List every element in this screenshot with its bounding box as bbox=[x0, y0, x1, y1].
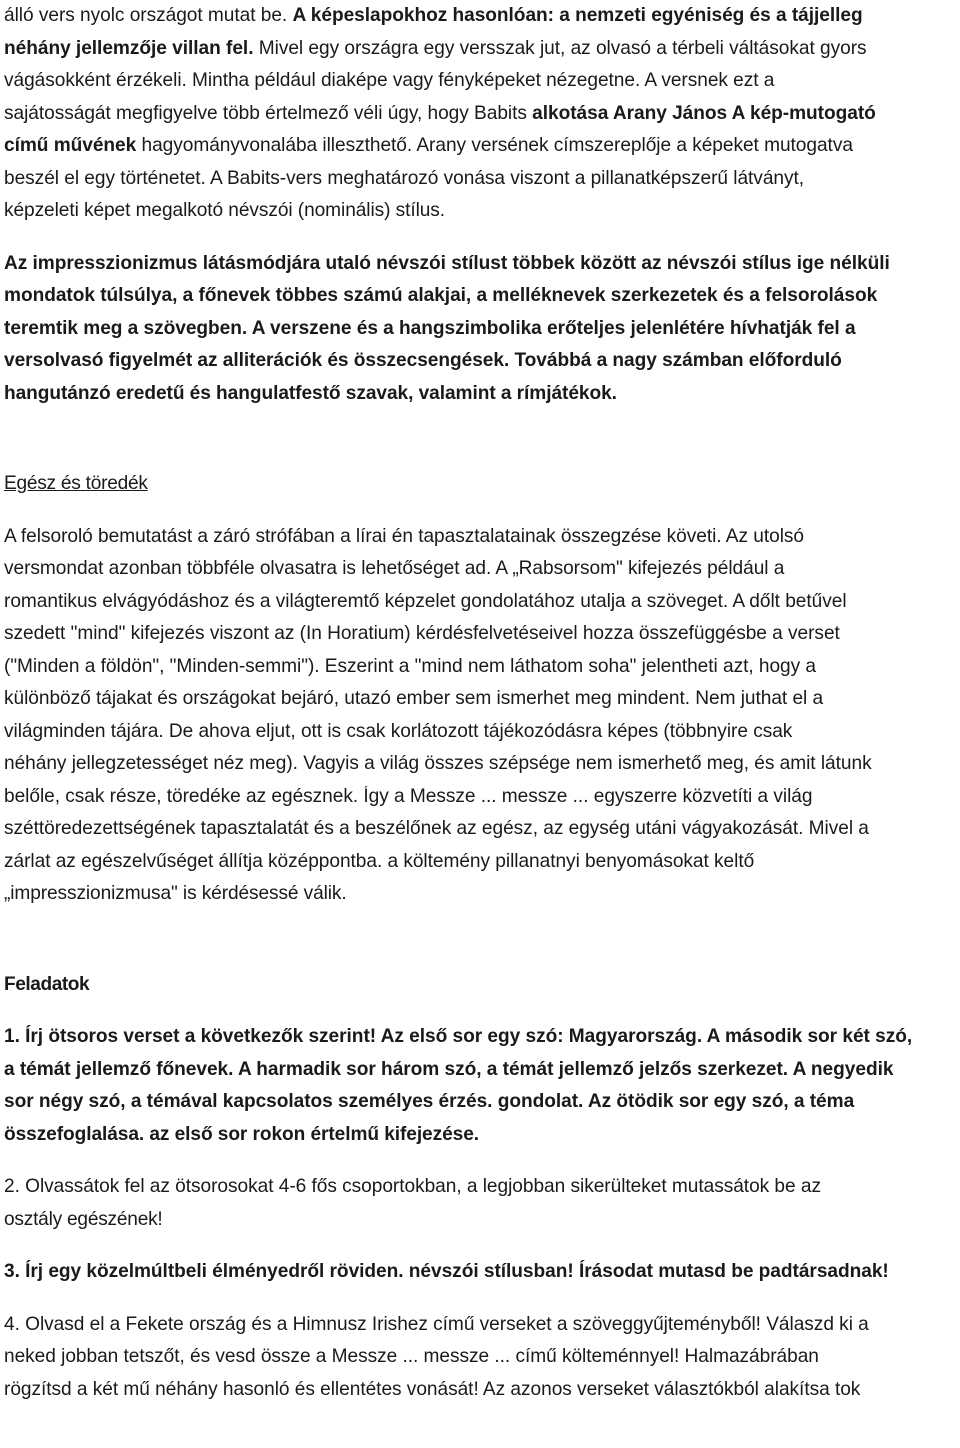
text-line bbox=[4, 33, 956, 66]
text-line: 2. Olvassátok fel az ötsorosokat 4-6 fős csoportokban, a legjobban sikerülteket mutassátok be az bbox=[4, 1176, 821, 1197]
text-line: A felsoroló bemutatást a záró strófában a lírai én tapasztalatainak összegzése követi. Az utolsó bbox=[4, 525, 805, 547]
text-line: néhány jellegzetességet néz meg). Vagyis a világ összes szépsége nem ismerhető meg, és amit látunk bbox=[4, 753, 872, 774]
text-line: széttöredezettségének tapasztalatát és a beszélőnek az egész, az egység utáni vágyakozását. Mivel a bbox=[4, 818, 869, 839]
task-4 bbox=[4, 1309, 960, 1407]
text-line: zárlat az egészelvűséget állítja középpontba. a költemény pillanatnyi benyomásokat keltő bbox=[4, 850, 755, 872]
text-line: sor négy szó, a témával kapcsolatos személyes érzés. gondolat. Az ötödik sor egy szó, a téma bbox=[4, 1091, 855, 1112]
text-line: versmondat azonban többféle olvasatra is lehetőséget ad. A „Rabsorsom" kifejezés például a bbox=[4, 558, 785, 579]
impressionism-paragraph bbox=[4, 248, 960, 411]
bold-run: című művének bbox=[4, 135, 137, 156]
text-run: álló vers nyolc országot mutat be. bbox=[4, 5, 293, 26]
text-line: osztály egészének! bbox=[4, 1208, 163, 1230]
task-1 bbox=[4, 1021, 960, 1151]
text-line: neked jobban tetszőt, és vesd össze a Messze ... messze ... című költeménnyel! Halmazábrában bbox=[4, 1346, 819, 1367]
text-line: szedett "mind" kifejezés viszont az (In Horatium) kérdésfelvetéseivel hozza összefüggésbe a verset bbox=[4, 623, 840, 644]
text-line: világminden tájára. De ahova eljut, ott is csak korlátozott tájékozódásra képes (többnyire csak bbox=[4, 720, 793, 742]
text-line: képzeleti képet megalkotó névszói (nominális) stílus. bbox=[4, 200, 446, 221]
text-line: 4. Olvasd el a Fekete ország és a Himnusz Irishez című verseket a szöveggyűjteményből! Válaszd ki a bbox=[4, 1313, 869, 1335]
task-3 bbox=[4, 1256, 960, 1289]
text-line: különböző tájakat és országokat bejáró, utazó ember sem ismerhet meg mindent. Nem juthat el a bbox=[4, 688, 824, 709]
text-line: versolvasó figyelmét az alliterációk és összecsengések. Továbbá a nagy számban előforduló bbox=[4, 350, 842, 371]
section-heading-tasks: Feladatok bbox=[4, 973, 90, 995]
text-line: belőle, csak része, töredéke az egésznek. Így a Messze ... messze ... egyszerre közvetíti a világ bbox=[4, 785, 813, 807]
text-line: rögzítsd a két mű néhány hasonló és ellentétes vonását! Az azonos verseket választókból alakítsa tok bbox=[4, 1378, 861, 1400]
text-line: vágásokként érzékeli. Mintha például diaképe vagy fényképeket nézegetne. A versnek ezt a bbox=[4, 70, 775, 91]
text-line: romantikus elvágyódáshoz és a világteremtő képzelet gondolatához utalja a szöveget. A dőlt betűvel bbox=[4, 590, 847, 612]
text-run: hagyományvonalába illeszthető. Arany versének címszereplője a képeket mutogatva bbox=[136, 135, 853, 156]
text-line: a témát jellemző főnevek. A harmadik sor három szó, a témát jellemző jelzős szerkezet. A negyedik bbox=[4, 1058, 894, 1080]
text-line: beszél el egy történetet. A Babits-vers meghatározó vonása viszont a pillanatképszerű látványt, bbox=[4, 167, 805, 189]
text-line: 1. Írj ötsoros verset a következők szerint! Az első sor egy szó: Magyarország. A második sor két szó, bbox=[4, 1026, 913, 1047]
text-line bbox=[4, 98, 956, 131]
text-line: összefoglalása. az első sor rokon értelmű kifejezése. bbox=[4, 1123, 479, 1145]
text-line bbox=[4, 0, 956, 33]
text-line: hangutánzó eredetű és hangulatfestő szavak, valamint a rímjátékok. bbox=[4, 382, 617, 404]
intro-paragraph bbox=[4, 0, 960, 228]
bold-run: néhány jellemzője villan fel. bbox=[4, 37, 254, 59]
section-heading-whole: Egész és töredék bbox=[4, 473, 148, 494]
bold-run: alkotása Arany János A kép-mutogató bbox=[532, 102, 876, 124]
text-line: „impresszionizmusa" is kérdésessé válik. bbox=[4, 883, 347, 904]
text-line: teremtik meg a szövegben. A verszene és a hangszimbolika erőteljes jelenlétére hívhatják fel a bbox=[4, 317, 856, 339]
bold-run: A képeslapokhoz hasonlóan: a nemzeti egyéniség és a tájjelleg bbox=[292, 5, 863, 26]
text-run: sajátosságát megfigyelve több értelmező véli úgy, hogy Babits bbox=[4, 102, 533, 124]
document-page bbox=[4, 0, 960, 1406]
whole-fragment-paragraph bbox=[4, 521, 960, 911]
text-line: mondatok túlsúlya, a főnevek többes számú alakjai, a melléknevek szerkezetek és a felsorolások bbox=[4, 285, 878, 306]
text-line: ("Minden a földön", "Minden-semmi"). Eszerint a "mind nem láthatom soha" jelentheti azt, hogy a bbox=[4, 655, 817, 677]
task-2 bbox=[4, 1171, 960, 1236]
text-run: Mivel egy országra egy versszak jut, az olvasó a térbeli váltásokat gyors bbox=[253, 37, 867, 59]
text-line: Az impresszionizmus látásmódjára utaló névszói stílust többek között az névszói stílus ige nélküli bbox=[4, 252, 890, 274]
text-line: 3. Írj egy közelmúltbeli élményedről röviden. névszói stílusban! Írásodat mutasd be padtársadnak! bbox=[4, 1261, 889, 1282]
text-line bbox=[4, 130, 956, 163]
